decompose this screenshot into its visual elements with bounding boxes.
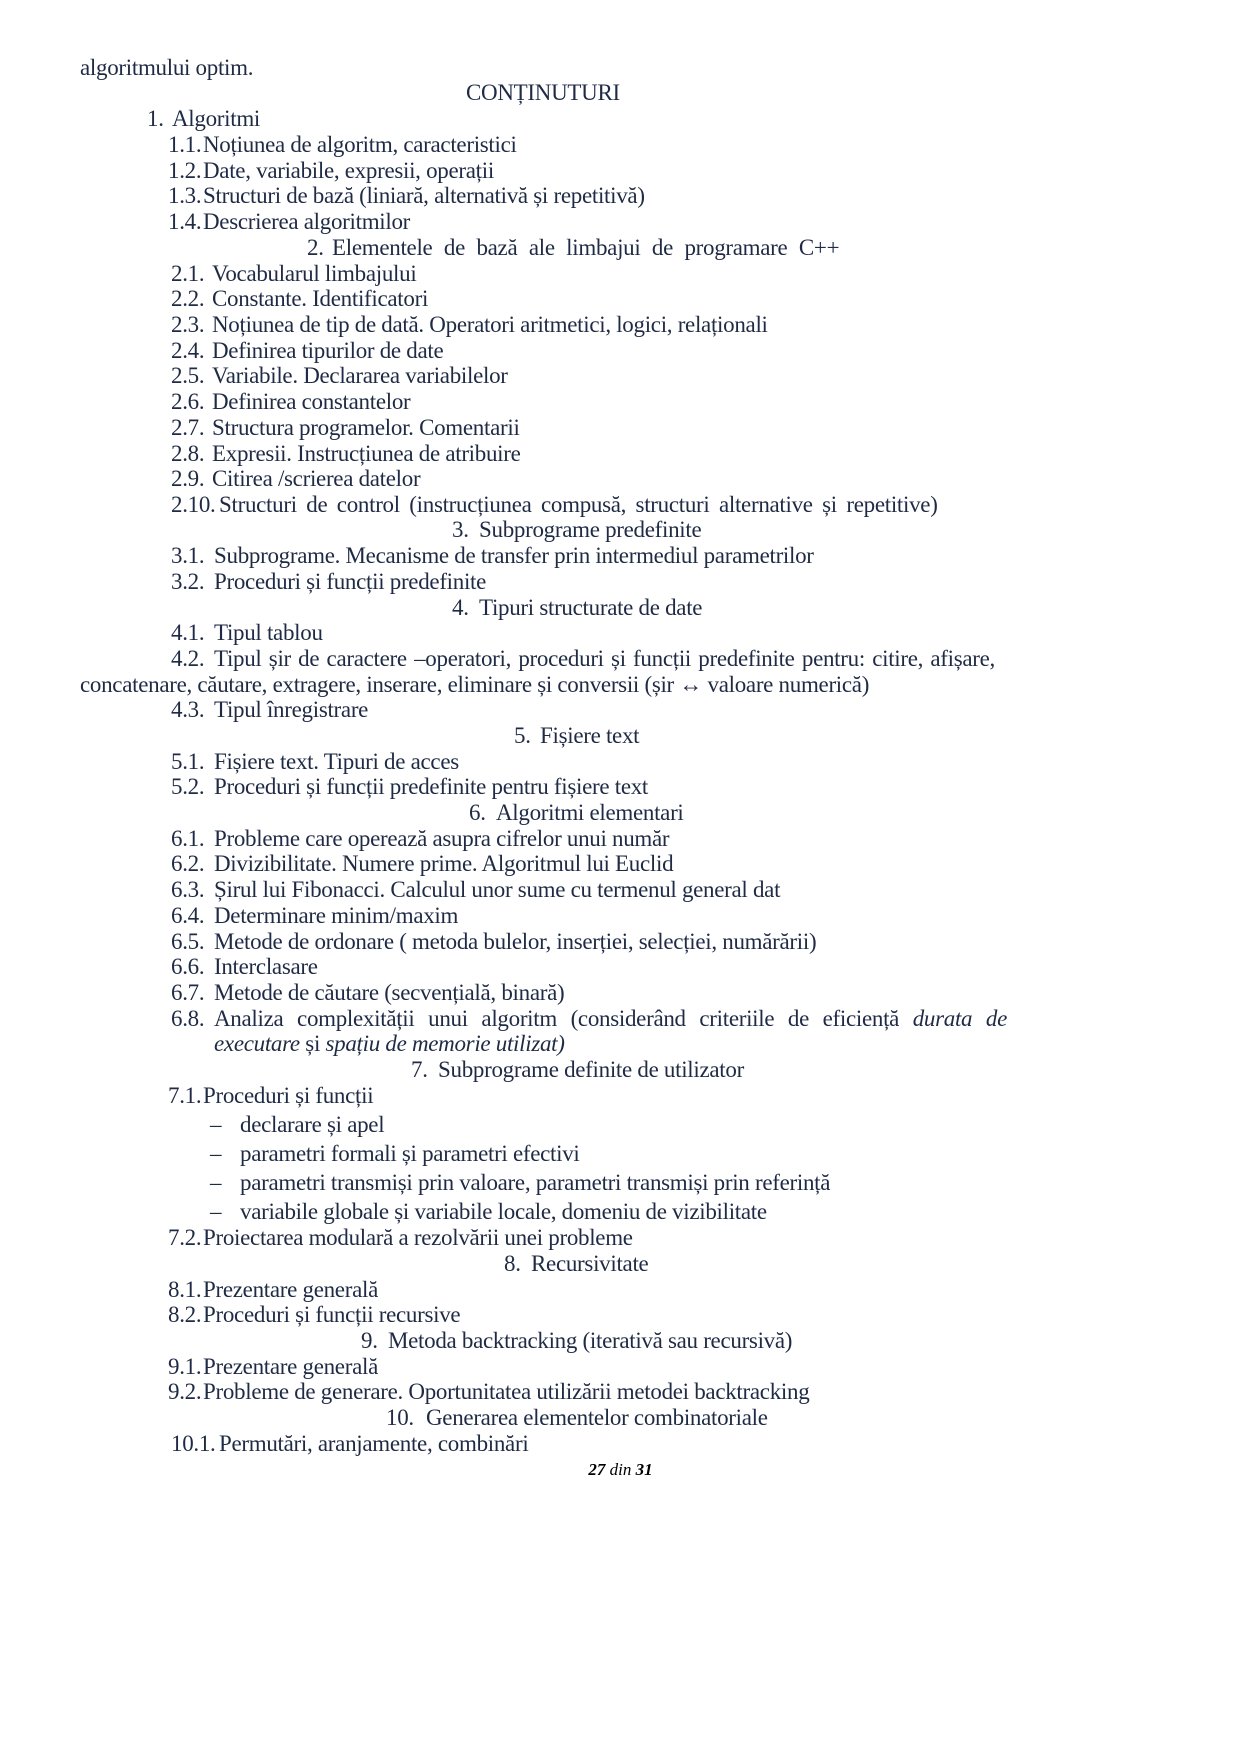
list-item — [171, 1430, 528, 1458]
item-text: Noțiunea de algoritm, caracteristici — [203, 132, 517, 157]
list-item — [168, 182, 645, 210]
item-number: 4.3. — [171, 697, 205, 722]
list-item — [171, 260, 416, 288]
item-text-italic: durata de — [912, 1006, 1007, 1031]
dash-bullet-icon: – — [210, 1170, 222, 1195]
section-heading-6 — [469, 799, 684, 827]
section-title: Subprograme predefinite — [479, 517, 702, 542]
bullet-text: parametri formali și parametri efectivi — [240, 1141, 580, 1166]
item-text: Structuri de bază (liniară, alternativă și repetitivă) — [203, 183, 645, 208]
list-item — [168, 157, 494, 185]
section-number: 7. — [411, 1057, 428, 1082]
list-item — [171, 362, 508, 390]
list-item — [168, 1276, 378, 1304]
page-number-footer — [0, 1460, 1241, 1480]
list-item — [171, 902, 458, 930]
bullet-text: declarare și apel — [240, 1112, 385, 1137]
section-title: Tipuri structurate de date — [479, 595, 703, 620]
section-title: Generarea elementelor combinatoriale — [426, 1405, 768, 1430]
item-number: 3.1. — [171, 543, 205, 568]
section-title: Elementele de bază ale limbajui de programare C++ — [332, 235, 840, 260]
list-item — [171, 388, 410, 416]
item-number: 3.2. — [171, 569, 205, 594]
list-item — [171, 465, 420, 493]
section-title: Algoritmi elementari — [496, 800, 684, 825]
section-heading-9 — [361, 1327, 792, 1355]
item-number: 1.1. — [168, 132, 202, 157]
list-item — [171, 568, 486, 596]
list-item — [168, 1224, 633, 1252]
list-item — [171, 773, 648, 801]
item-text: Tipul tablou — [214, 620, 323, 645]
dash-bullet-icon: – — [210, 1141, 222, 1166]
list-item — [168, 131, 517, 159]
item-number: 6.3. — [171, 877, 205, 902]
item-text: Expresii. Instrucțiunea de atribuire — [212, 441, 521, 466]
list-item — [171, 876, 780, 904]
item-number: 4.2. — [171, 646, 205, 671]
bullet-item — [210, 1111, 384, 1139]
item-text: Proceduri și funcții recursive — [203, 1302, 461, 1327]
item-text: Probleme de generare. Oportunitatea utilizării metodei backtracking — [203, 1379, 810, 1404]
item-text: Determinare minim/maxim — [214, 903, 459, 928]
list-item — [171, 311, 768, 339]
total-pages-number: 31 — [635, 1460, 653, 1479]
list-item — [171, 850, 673, 878]
item-text: Variabile. Declararea variabilelor — [212, 363, 508, 388]
list-item — [171, 928, 816, 956]
item-number: 2.3. — [171, 312, 205, 337]
item-text: Permutări, aranjamente, combinări — [219, 1431, 529, 1456]
item-number: 2.8. — [171, 441, 205, 466]
list-item-continuation — [214, 1030, 565, 1058]
list-item — [171, 337, 443, 365]
section-title: Subprograme definite de utilizator — [438, 1057, 744, 1082]
item-text: Probleme care operează asupra cifrelor unui număr — [214, 826, 670, 851]
item-text: Metode de ordonare ( metoda bulelor, inserției, selecției, numărării) — [214, 929, 817, 954]
item-text: Tipul înregistrare — [214, 697, 369, 722]
list-item — [168, 1301, 460, 1329]
section-number: 10. — [386, 1405, 414, 1430]
item-text: Subprograme. Mecanisme de transfer prin intermediul parametrilor — [214, 543, 814, 568]
item-number: 2.2. — [171, 286, 205, 311]
item-text: Șirul lui Fibonacci. Calculul unor sume cu termenul general dat — [214, 877, 781, 902]
list-item — [168, 1378, 809, 1406]
item-number: 8.1. — [168, 1277, 202, 1302]
item-number: 1.2. — [168, 158, 202, 183]
item-number: 6.1. — [171, 826, 205, 851]
item-text: Interclasare — [214, 954, 318, 979]
item-text: Divizibilitate. Numere prime. Algoritmul lui Euclid — [214, 851, 674, 876]
list-item — [171, 979, 564, 1007]
section-number: 5. — [514, 723, 531, 748]
item-number: 6.7. — [171, 980, 205, 1005]
item-text: Descrierea algoritmilor — [203, 209, 411, 234]
item-number: 6.4. — [171, 903, 205, 928]
list-item — [171, 696, 368, 724]
section-heading-1 — [147, 105, 260, 133]
section-number: 3. — [452, 517, 469, 542]
item-number: 2.9. — [171, 466, 205, 491]
list-item — [171, 542, 814, 570]
item-text: Analiza complexității unui algoritm (considerând criteriile de eficiență — [214, 1006, 900, 1031]
item-text: Proiectarea modulară a rezolvării unei probleme — [203, 1225, 633, 1250]
section-heading-8 — [504, 1250, 648, 1278]
section-heading-10 — [386, 1404, 768, 1432]
item-number: 1.4. — [168, 209, 202, 234]
list-item — [168, 208, 410, 236]
bullet-item — [210, 1198, 767, 1226]
bullet-item — [210, 1169, 830, 1197]
section-heading-4 — [452, 594, 702, 622]
item-number: 2.6. — [171, 389, 205, 414]
item-number: 10.1. — [171, 1431, 216, 1456]
item-text: Citirea /scrierea datelor — [212, 466, 421, 491]
item-text: Prezentare generală — [203, 1277, 378, 1302]
item-number: 7.2. — [168, 1225, 202, 1250]
item-text: Date, variabile, expresii, operații — [203, 158, 494, 183]
section-number: 8. — [504, 1251, 521, 1276]
section-title: Fișiere text — [540, 723, 640, 748]
section-number: 4. — [452, 595, 469, 620]
item-number: 6.6. — [171, 954, 205, 979]
item-text-italic: spațiu de memorie utilizat) — [325, 1031, 565, 1056]
item-number: 2.7. — [171, 415, 205, 440]
item-text: Proceduri și funcții predefinite pentru fișiere text — [214, 774, 649, 799]
list-item — [171, 491, 938, 519]
dash-bullet-icon: – — [210, 1199, 222, 1224]
section-heading-3 — [452, 516, 701, 544]
item-number: 6.8. — [171, 1006, 205, 1031]
section-number: 6. — [469, 800, 486, 825]
list-item — [171, 440, 521, 468]
list-item — [171, 748, 459, 776]
item-text: Definirea constantelor — [212, 389, 411, 414]
item-text: Fișiere text. Tipuri de acces — [214, 749, 459, 774]
item-text: Constante. Identificatori — [212, 286, 429, 311]
item-text-italic: executare — [214, 1031, 300, 1056]
item-text: Structura programelor. Comentarii — [212, 415, 520, 440]
item-text: Metode de căutare (secvențială, binară) — [214, 980, 565, 1005]
item-text: Definirea tipurilor de date — [212, 338, 444, 363]
item-number: 9.1. — [168, 1354, 202, 1379]
dash-bullet-icon: – — [210, 1112, 222, 1137]
item-text: și — [305, 1031, 321, 1056]
list-item — [171, 953, 318, 981]
intro-tail-text: algoritmului optim. — [80, 55, 254, 80]
item-number: 2.4. — [171, 338, 205, 363]
section-heading-5 — [514, 722, 639, 750]
item-number: 4.1. — [171, 620, 205, 645]
list-item — [171, 619, 323, 647]
item-number: 2.5. — [171, 363, 205, 388]
item-text: Prezentare generală — [203, 1354, 378, 1379]
item-number: 6.5. — [171, 929, 205, 954]
item-text: Proceduri și funcții predefinite — [214, 569, 487, 594]
list-item — [168, 1082, 373, 1110]
item-number: 2.10. — [171, 492, 216, 517]
section-number: 2. — [307, 235, 324, 260]
item-text: Tipul șir de caractere –operatori, proceduri și funcții predefinite pentru: citire, afișare, — [214, 646, 995, 671]
list-item-continuation: concatenare, căutare, extragere, inserare, eliminare și conversii (șir ↔ valoare numerică) — [80, 672, 870, 697]
item-number: 6.2. — [171, 851, 205, 876]
item-text: Proceduri și funcții — [203, 1083, 374, 1108]
page-separator: din — [609, 1460, 632, 1479]
item-number: 1.3. — [168, 183, 202, 208]
bullet-text: parametri transmiși prin valoare, parametri transmiși prin referință — [240, 1170, 831, 1195]
section-title: Metoda backtracking (iterativă sau recursivă) — [388, 1328, 793, 1353]
bullet-item — [210, 1140, 580, 1168]
list-item — [168, 1353, 378, 1381]
item-number: 5.2. — [171, 774, 205, 799]
item-number: 5.1. — [171, 749, 205, 774]
current-page-number: 27 — [588, 1460, 606, 1479]
item-text: Vocabularul limbajului — [212, 261, 417, 286]
list-item — [171, 285, 428, 313]
list-item — [171, 414, 520, 442]
list-item — [171, 645, 995, 673]
section-title: Algoritmi — [172, 106, 261, 131]
list-item — [171, 1005, 1007, 1033]
item-number: 7.1. — [168, 1083, 202, 1108]
item-number: 2.1. — [171, 261, 205, 286]
section-heading-7 — [411, 1056, 744, 1084]
item-number: 9.2. — [168, 1379, 202, 1404]
item-number: 8.2. — [168, 1302, 202, 1327]
section-number: 9. — [361, 1328, 378, 1353]
section-title: Recursivitate — [531, 1251, 649, 1276]
item-text: Noțiunea de tip de dată. Operatori aritmetici, logici, relaționali — [212, 312, 768, 337]
contents-heading: CONȚINUTURI — [466, 80, 620, 105]
item-text: Structuri de control (instrucțiunea compusă, structuri alternative și repetitive) — [219, 492, 938, 517]
bullet-text: variabile globale și variabile locale, domeniu de vizibilitate — [240, 1199, 767, 1224]
section-heading-2 — [307, 234, 839, 262]
section-number: 1. — [147, 106, 164, 131]
list-item — [171, 825, 669, 853]
